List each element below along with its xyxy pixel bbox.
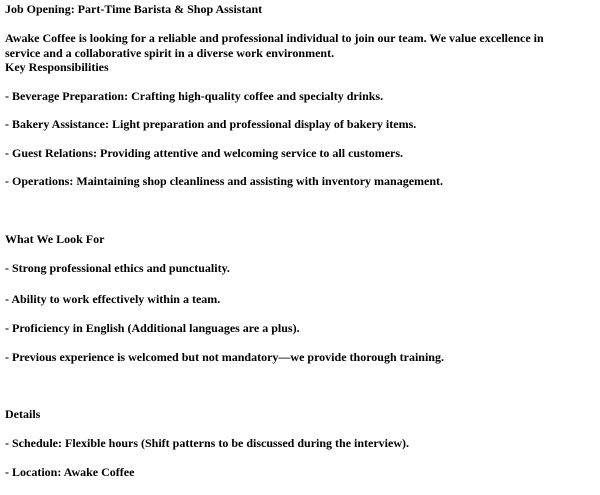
responsibility-item: - Beverage Preparation: Crafting high-quality coffee and specialty drinks. [5, 89, 384, 103]
requirement-item: - Ability to work effectively within a team. [5, 292, 221, 306]
requirement-item: - Proficiency in English (Additional languages are a plus). [5, 321, 300, 335]
responsibility-item: - Bakery Assistance: Light preparation and professional display of bakery items. [5, 117, 417, 131]
details-heading: Details [5, 407, 41, 421]
intro-paragraph-line-2: service and a collaborative spirit in a diverse work environment. [5, 46, 335, 60]
requirement-item: - Previous experience is welcomed but not mandatory—we provide thorough training. [5, 350, 444, 364]
job-title: Job Opening: Part-Time Barista & Shop Assistant [5, 2, 263, 16]
requirements-heading: What We Look For [5, 232, 105, 246]
requirement-item: - Strong professional ethics and punctuality. [5, 261, 230, 275]
responsibility-item: - Operations: Maintaining shop cleanliness and assisting with inventory management. [5, 174, 444, 188]
responsibilities-heading: Key Responsibilities [5, 60, 109, 74]
responsibility-item: - Guest Relations: Providing attentive and welcoming service to all customers. [5, 146, 404, 160]
detail-item: - Location: Awake Coffee [5, 465, 135, 479]
detail-item: - Schedule: Flexible hours (Shift patterns to be discussed during the interview). [5, 436, 410, 450]
intro-paragraph-line-1: Awake Coffee is looking for a reliable and professional individual to join our team. We value excellence in [5, 31, 544, 45]
